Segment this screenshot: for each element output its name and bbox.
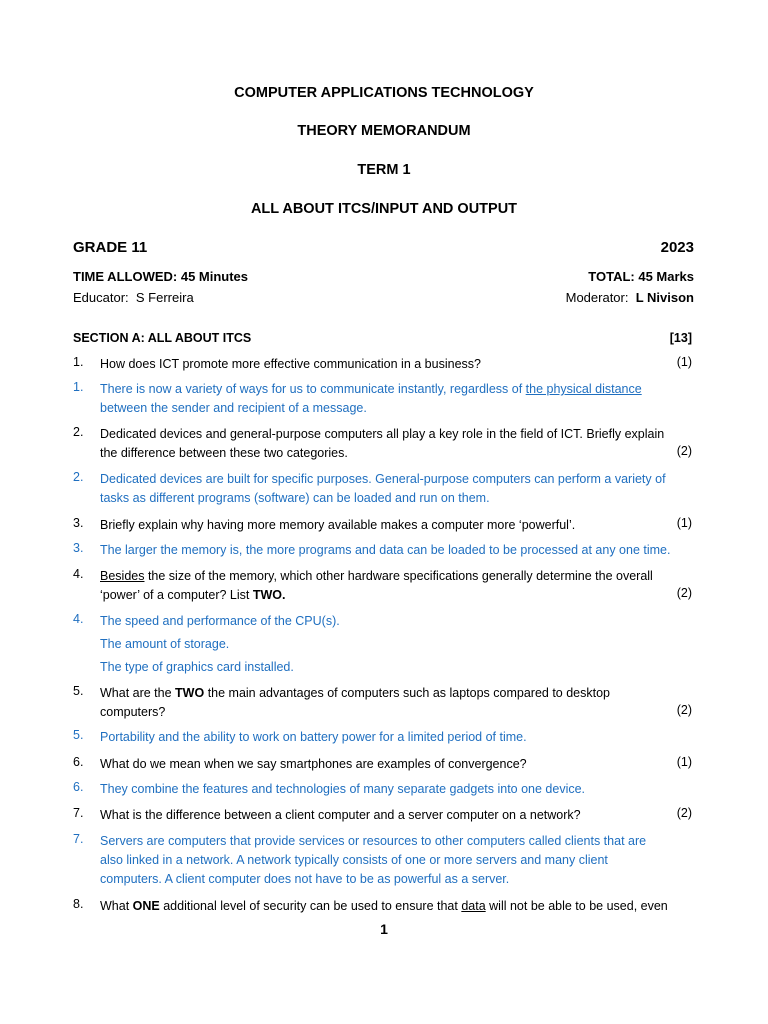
educator-name: S Ferreira [135,290,194,305]
section-title: SECTION A: ALL ABOUT ITCS [73,331,252,345]
question-text-part: the main advantages of computers such as laptops compared to desktop [204,686,611,700]
question-text: How does ICT promote more effective communication in a business? [100,357,481,371]
question-number: 8. [73,897,84,911]
answer-number: 4. [73,612,84,626]
question-text-line2: ‘power’ of a computer? List [100,588,253,602]
question-number: 6. [73,755,84,769]
term-title: TERM 1 [357,162,411,178]
answer-point: The amount of storage. [100,637,230,651]
question-text [100,425,694,463]
question-text [100,684,694,722]
question-text [100,567,694,605]
answer-number: 5. [73,728,84,742]
question-number: 3. [73,516,84,530]
doc-type-title: THEORY MEMORANDUM [297,123,471,139]
underlined-phrase: the physical distance [525,382,642,396]
answer-text-line1: Servers are computers that provide services or resources to other computers called clients that are [100,834,647,848]
answer-text [100,832,694,889]
grade-label: GRADE 11 [73,239,148,256]
question-text-part: What are the [100,686,176,700]
answer-text: The larger the memory is, the more programs and data can be loaded to be processed at any one time. [100,543,671,557]
answer-text: Portability and the ability to work on battery power for a limited period of time. [100,730,527,744]
question-text: Briefly explain why having more memory available makes a computer more ‘powerful’. [100,518,576,532]
question-text-part: the size of the memory, which other hardware specifications generally determine the overall [144,569,653,583]
moderator-name: L Nivison [635,290,694,305]
bold-word: TWO. [252,588,286,602]
question-text-line1: Dedicated devices and general-purpose computers all play a key role in the field of ICT. Briefly explain [100,427,665,441]
answer-number: 2. [73,470,84,484]
answer-number: 3. [73,541,84,555]
answer-text [100,470,694,508]
total-marks: TOTAL: 45 Marks [588,269,694,284]
question-number: 1. [73,355,84,369]
question-number: 5. [73,684,84,698]
time-allowed: TIME ALLOWED: 45 Minutes [73,269,249,284]
answer-text-line3: computers. A client computer does not have to be as powerful as a server. [100,872,510,886]
section-marks: [13] [669,331,692,345]
question-text-line2: computers? [100,705,166,719]
answer-number: 1. [73,380,84,394]
educator-label: Educator: [73,290,129,305]
answer-number: 6. [73,780,84,794]
answer-point: The type of graphics card installed. [100,660,294,674]
question-marks: (2) [676,586,692,600]
answer-text-line2: also linked in a network. A network typically consists of one or more servers and many client [100,853,608,867]
year-label: 2023 [660,239,694,256]
question-text: What is the difference between a client computer and a server computer on a network? [100,808,581,822]
question-number: 4. [73,567,84,581]
question-text-part: additional level of security can be used to ensure that [159,899,462,913]
moderator-line [566,290,694,305]
question-number: 7. [73,806,84,820]
bold-word: ONE [132,899,160,913]
underlined-word: Besides [100,569,145,583]
answer-text-part: There is now a variety of ways for us to communicate instantly, regardless of [100,382,526,396]
question-number: 2. [73,425,84,439]
answer-text-line2: between the sender and recipient of a message. [100,401,367,415]
answer-text-line1: Dedicated devices are built for specific purposes. General-purpose computers can perform a variety of [100,472,666,486]
question-marks: (1) [676,355,692,369]
question-marks: (2) [676,806,692,820]
question-text: What do we mean when we say smartphones are examples of convergence? [100,757,527,771]
topic-title: ALL ABOUT ITCS/INPUT AND OUTPUT [250,201,518,217]
question-text [100,897,694,916]
moderator-label: Moderator: [565,290,629,305]
question-marks: (2) [676,444,692,458]
answer-text [100,380,694,418]
bold-word: TWO [175,686,205,700]
question-text-part: will not be able to be used, even [485,899,668,913]
question-marks: (2) [676,703,692,717]
answer-text-line2: tasks as different programs (software) can be loaded and run on them. [100,491,490,505]
underlined-word: data [461,899,486,913]
question-text-part: What [100,899,133,913]
question-marks: (1) [676,755,692,769]
answer-point: The speed and performance of the CPU(s). [100,614,340,628]
subject-title: COMPUTER APPLICATIONS TECHNOLOGY [234,85,534,101]
educator-line [73,290,194,305]
answer-number: 7. [73,832,84,846]
question-marks: (1) [676,516,692,530]
question-text-line2: the difference between these two categories. [100,446,348,460]
answer-text: They combine the features and technologies of many separate gadgets into one device. [100,782,586,796]
page-number: 1 [380,921,388,937]
